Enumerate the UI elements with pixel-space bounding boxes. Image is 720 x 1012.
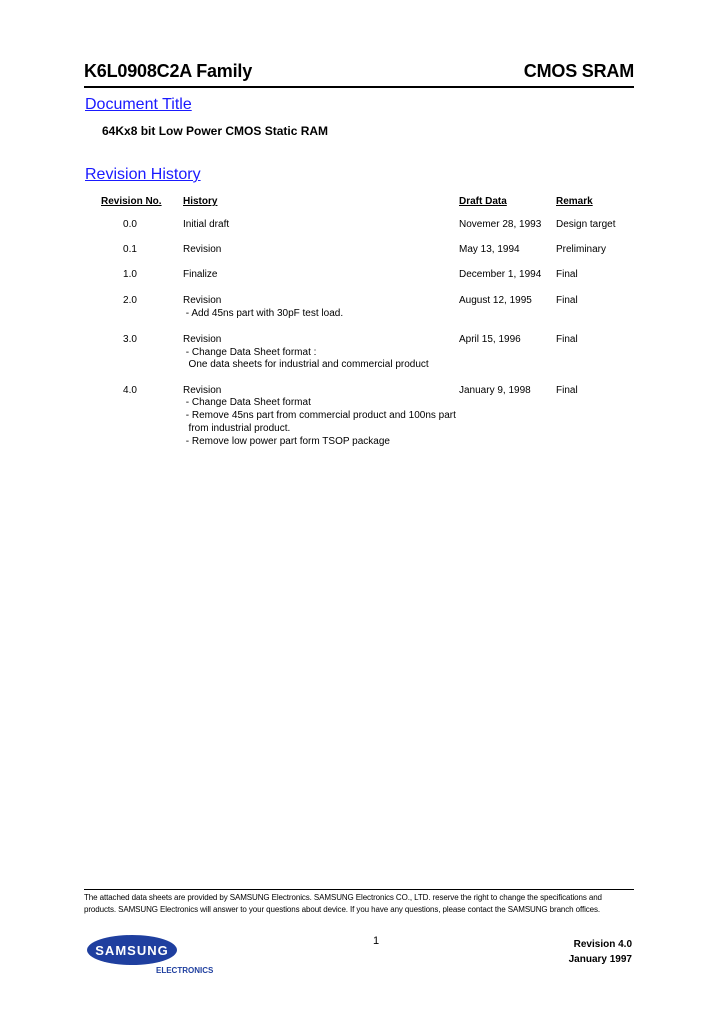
remark: Final [556, 385, 578, 396]
history-line: One data sheets for industrial and commercial product [183, 359, 429, 370]
revision-number: 0.1 [123, 244, 137, 255]
history-line: - Change Data Sheet format [183, 397, 311, 408]
revision-label: Revision 4.0 [573, 939, 632, 950]
revision-number: 0.0 [123, 219, 137, 230]
footer-notice-line: The attached data sheets are provided by SAMSUNG Electronics. SAMSUNG Electronics CO., LTD. reserve the right to change the specifications and [84, 893, 602, 902]
svg-text:SAMSUNG: SAMSUNG [95, 943, 169, 958]
column-header-remark: Remark [556, 196, 593, 207]
revision-number: 2.0 [123, 295, 137, 306]
svg-text:ELECTRONICS: ELECTRONICS [156, 966, 214, 975]
revision-number: 3.0 [123, 334, 137, 345]
remark: Final [556, 334, 578, 345]
history-line: - Remove 45ns part from commercial product and 100ns part [183, 410, 456, 421]
draft-date: August 12, 1995 [459, 295, 532, 306]
history-line: Revision [183, 385, 222, 396]
history-line: Revision [183, 334, 222, 345]
draft-date: May 13, 1994 [459, 244, 520, 255]
remark: Design target [556, 219, 616, 230]
history-line: - Add 45ns part with 30pF test load. [183, 308, 344, 319]
history-line: - Remove low power part form TSOP package [183, 436, 390, 447]
footer-notice-line: products. SAMSUNG Electronics will answer to your questions about device. If you have any questions, please contact the SAMSUNG branch offices. [84, 905, 601, 914]
history-line: from industrial product. [183, 423, 291, 434]
page-number: 1 [373, 935, 380, 947]
history-line: Revision [183, 295, 222, 306]
remark: Final [556, 295, 578, 306]
revision-footer [569, 937, 632, 967]
revision-number: 4.0 [123, 385, 137, 396]
document-title: 64Kx8 bit Low Power CMOS Static RAM [102, 124, 329, 138]
column-header-history: History [183, 196, 218, 207]
remark: Preliminary [556, 244, 607, 255]
part-number-title: K6L0908C2A Family [84, 61, 253, 81]
draft-date: Novemer 28, 1993 [459, 219, 542, 230]
product-category: CMOS SRAM [523, 61, 634, 81]
header-divider [84, 86, 634, 88]
history-line: Finalize [183, 269, 218, 280]
draft-date: April 15, 1996 [459, 334, 521, 345]
document-title-heading: Document Title [85, 96, 192, 113]
history-line: - Change Data Sheet format : [183, 347, 317, 358]
revision-history-heading: Revision History [85, 166, 201, 183]
revision-date: January 1997 [568, 954, 632, 965]
remark: Final [556, 269, 578, 280]
draft-date: December 1, 1994 [459, 269, 542, 280]
draft-date: January 9, 1998 [459, 385, 531, 396]
history-line: Revision [183, 244, 222, 255]
footer-divider [84, 889, 634, 890]
samsung-logo [86, 933, 216, 977]
column-header-date: Draft Data [459, 196, 507, 207]
footer-notice [84, 892, 644, 916]
revision-number: 1.0 [123, 269, 137, 280]
column-header-revision: Revision No. [101, 196, 162, 207]
history-line: Initial draft [183, 219, 230, 230]
